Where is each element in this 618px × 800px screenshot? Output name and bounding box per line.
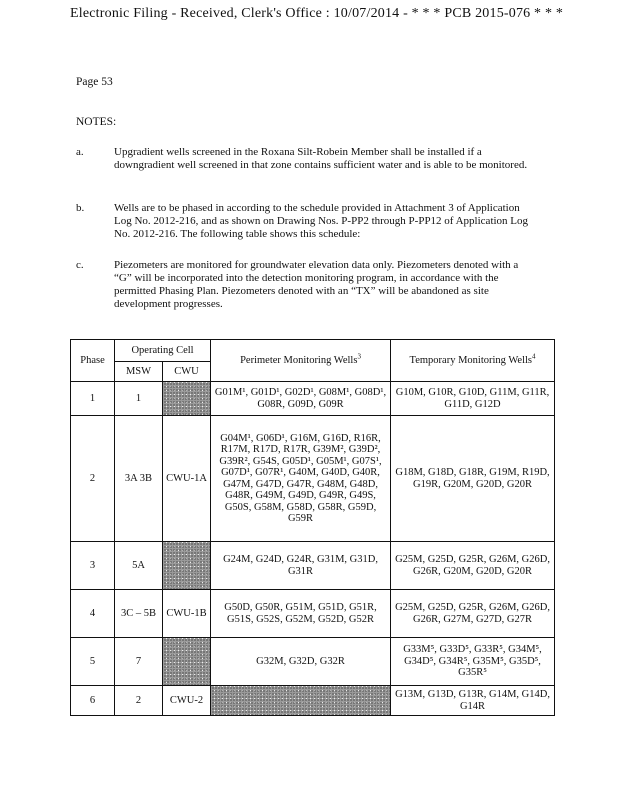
cell-perimeter: G24M, G24D, G24R, G31M, G31D, G31R	[211, 542, 391, 590]
cell-msw: 5A	[115, 542, 163, 590]
cell-phase: 2	[71, 416, 115, 542]
cell-msw: 3C – 5B	[115, 590, 163, 638]
cell-cwu-shaded	[163, 542, 211, 590]
cell-temporary: G25M, G25D, G25R, G26M, G26D, G26R, G20M, G20D, G20R	[391, 542, 555, 590]
header-temporary-wells: Temporary Monitoring Wells$^4$	[391, 340, 555, 382]
cell-msw: 2	[115, 686, 163, 716]
note-text: Piezometers are monitored for groundwater elevation data only. Piezometers denoted with a “G” will be incorporated into the detection monitoring program, in accordance with the permitted Phasing Plan. Piezometers denoted with an “TX” will be abandoned as site development progresses.	[114, 259, 519, 310]
filing-header: Electronic Filing - Received, Clerk's Office : 10/07/2014 - * * * PCB 2015-076 * * *	[70, 6, 564, 21]
table-row	[71, 590, 555, 638]
header-phase: Phase	[71, 340, 115, 382]
header-perimeter-wells: Perimeter Monitoring Wells$^3$	[211, 340, 391, 382]
cell-msw: 1	[115, 382, 163, 416]
cell-temporary: G33M⁵, G33D⁵, G33R⁵, G34M⁵, G34D⁵, G34R⁵, G35M⁵, G35D⁵, G35R⁵	[391, 638, 555, 686]
note-text: Upgradient wells screened in the Roxana Silt-Robein Member shall be installed if a downgradient well screened in that zone contains sufficient water and is able to be monitored.	[114, 146, 528, 171]
notes-title: NOTES:	[76, 116, 117, 128]
cell-cwu-shaded	[163, 638, 211, 686]
table-row	[71, 638, 555, 686]
cell-perimeter: G50D, G50R, G51M, G51D, G51R, G51S, G52S, G52M, G52D, G52R	[211, 590, 391, 638]
cell-phase: 6	[71, 686, 115, 716]
cell-cwu: CWU-1A	[163, 416, 211, 542]
cell-perimeter: G32M, G32D, G32R	[211, 638, 391, 686]
cell-msw: 7	[115, 638, 163, 686]
cell-temporary: G18M, G18D, G18R, G19M, R19D, G19R, G20M, G20D, G20R	[391, 416, 555, 542]
page-number: Page 53	[76, 76, 113, 88]
table-row	[71, 382, 555, 416]
cell-temporary: G10M, G10R, G10D, G11M, G11R, G11D, G12D	[391, 382, 555, 416]
cell-temporary: G25M, G25D, G25R, G26M, G26D, G26R, G27M, G27D, G27R	[391, 590, 555, 638]
cell-msw: 3A 3B	[115, 416, 163, 542]
header-operating-cell: Operating Cell	[115, 340, 211, 362]
header-cwu: CWU	[163, 362, 211, 382]
cell-phase: 4	[71, 590, 115, 638]
table-row	[71, 542, 555, 590]
header-msw: MSW	[115, 362, 163, 382]
cell-phase: 1	[71, 382, 115, 416]
cell-perimeter: G01M¹, G01D¹, G02D¹, G08M¹, G08D¹, G08R, G09D, G09R	[211, 382, 391, 416]
note-label: a.	[76, 146, 84, 158]
phasing-schedule-table	[70, 339, 555, 716]
table-row	[71, 686, 555, 716]
cell-cwu-shaded	[163, 382, 211, 416]
cell-perimeter: G04M¹, G06D¹, G16M, G16D, R16R, R17M, R17D, R17R, G39M², G39D², G39R², G54S, G05D¹, G05M¹, G07S¹, G07D¹, G07R¹, G40M, G40D, G40R, G47M, G47D, G47R, G48M, G48D, G48R, G49M, G49D, G49R, G49S, G50S, G58M, G58D, G58R, G59D, G59R	[211, 416, 391, 542]
note-label: c.	[76, 259, 84, 271]
note-text: Wells are to be phased in according to the schedule provided in Attachment 3 of Application Log No. 2012-216, and as shown on Drawing Nos. P-PP2 through P-PP12 of Application Log No. 2012-216. The following table shows this schedule:	[114, 202, 529, 240]
cell-perimeter-shaded	[211, 686, 391, 716]
table-row	[71, 416, 555, 542]
cell-cwu: CWU-1B	[163, 590, 211, 638]
cell-temporary: G13M, G13D, G13R, G14M, G14D, G14R	[391, 686, 555, 716]
cell-cwu: CWU-2	[163, 686, 211, 716]
cell-phase: 3	[71, 542, 115, 590]
note-label: b.	[76, 202, 85, 214]
cell-phase: 5	[71, 638, 115, 686]
